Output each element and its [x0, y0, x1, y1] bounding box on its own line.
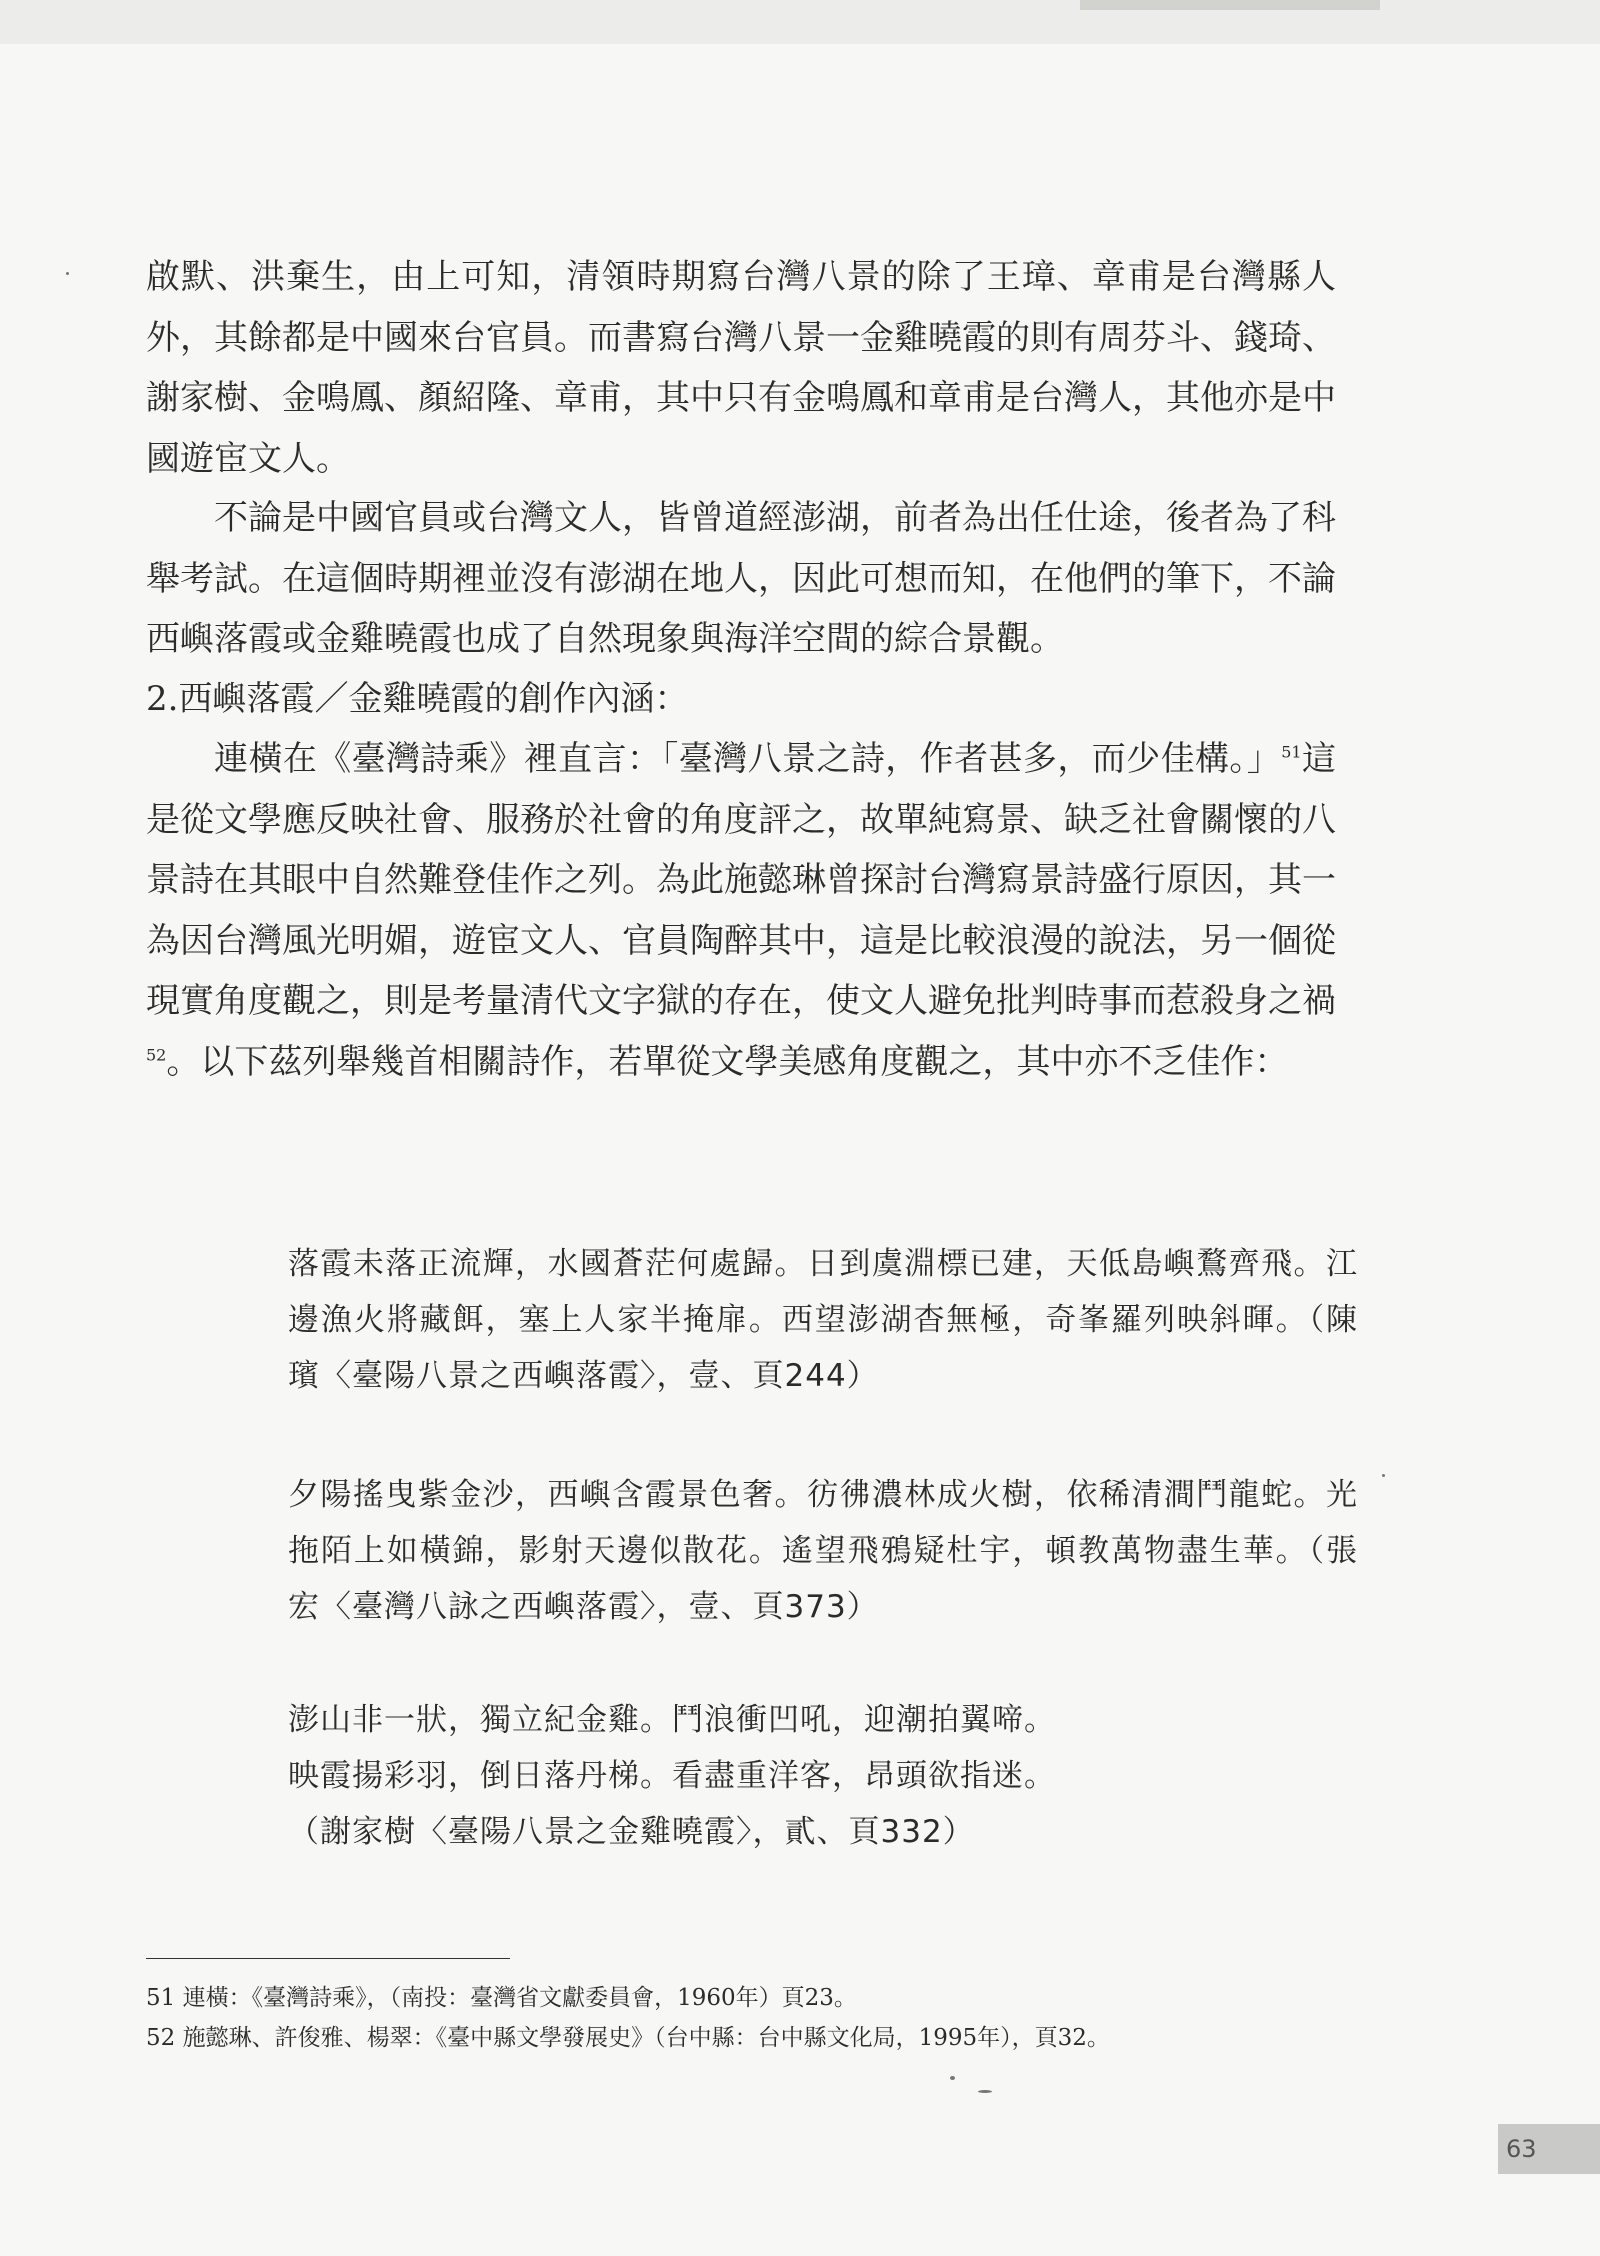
body-paragraph-2: 不論是中國官員或台灣文人，皆曾道經澎湖，前者為出任仕途，後者為了科舉考試。在這個時期裡並沒有澎湖在地人，因此可想而知，在他們的筆下，不論西嶼落霞或金雞曉霞也成了自然現象與海洋空間的綜合景觀。 — [146, 498, 1336, 659]
poem-block-3-citation: （謝家樹〈臺陽八景之金雞曉霞〉，貳、頁332） — [288, 1814, 975, 1850]
scan-speck — [66, 272, 69, 275]
footnote-ref-52: 52 — [146, 1045, 167, 1065]
body-paragraph-1: 啟默、洪棄生，由上可知，清領時期寫台灣八景的除了王璋、章甫是台灣縣人外，其餘都是中國來台官員。而書寫台灣八景一金雞曉霞的則有周芬斗、錢琦、謝家樹、金鳴鳳、顏紹隆、章甫，其中只有金鳴鳳和章甫是台灣人，其他亦是中國遊宦文人。 — [146, 257, 1336, 479]
footnote-52: 52 施懿琳、許俊雅、楊翠：《臺中縣文學發展史》（台中縣：台中縣文化局，1995年），頁32。 — [146, 2025, 1110, 2051]
scan-edge-mark — [1080, 0, 1380, 10]
section-heading: 2.西嶼落霞／金雞曉霞的創作內涵： — [146, 679, 689, 719]
poem-block-1: 落霞未落正流輝，水國蒼茫何處歸。日到虞淵標已建，天低島嶼鶩齊飛。江邊漁火將藏餌，塞上人家半掩扉。西望澎湖杳無極，奇峯羅列映斜暉。（陳璸〈臺陽八景之西嶼落霞〉，壹、頁244） — [288, 1246, 1358, 1394]
page-number: 63 — [1498, 2124, 1600, 2174]
poem-block-2: 夕陽搖曳紫金沙，西嶼含霞景色奢。彷彿濃林成火樹，依稀清澗鬥龍蛇。光拖陌上如橫錦，影射天邊似散花。遙望飛鴉疑杜宇，頓教萬物盡生華。（張宏〈臺灣八詠之西嶼落霞〉，壹、頁373） — [288, 1477, 1358, 1625]
poem-block-3-line-2: 映霞揚彩羽，倒日落丹梯。看盡重洋客，昂頭欲指迷。 — [288, 1758, 1056, 1794]
scan-speck — [978, 2090, 992, 2093]
footnote-51: 51 連橫：《臺灣詩乘》，（南投：臺灣省文獻委員會，1960年）頁23。 — [146, 1985, 857, 2011]
scan-speck — [950, 2076, 955, 2080]
body-paragraph-3 — [146, 729, 1336, 1092]
paragraph-3-text-c: 。以下茲列舉幾首相關詩作，若單從文學美感角度觀之，其中亦不乏佳作： — [166, 1041, 1289, 1082]
scan-speck — [1382, 1474, 1385, 1477]
poem-block-3-line-1: 澎山非一狀，獨立紀金雞。鬥浪衝凹吼，迎潮拍翼啼。 — [288, 1702, 1056, 1738]
paragraph-3-text-b: 這是從文學應反映社會、服務於社會的角度評之，故單純寫景、缺乏社會關懷的八景詩在其眼中自然難登佳作之列。為此施懿琳曾探討台灣寫景詩盛行原因，其一為因台灣風光明媚，遊宦文人、官員陶醉其中，這是比較浪漫的說法，另一個從現實角度觀之，則是考量清代文字獄的存在，使文人避免批判時事而惹殺身之禍 — [146, 739, 1337, 1021]
paragraph-3-text-a: 連橫在《臺灣詩乘》裡直言：「臺灣八景之詩，作者甚多，而少佳構。」 — [214, 739, 1282, 779]
footnote-divider — [146, 1958, 510, 1959]
footnote-ref-51: 51 — [1281, 742, 1302, 762]
